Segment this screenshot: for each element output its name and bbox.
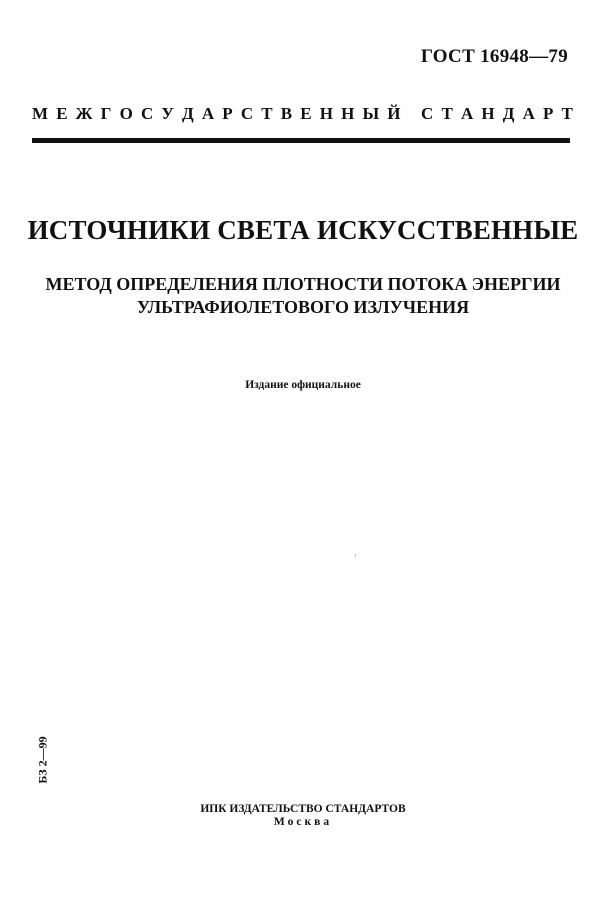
letter: Н — [319, 104, 333, 123]
letter: Ж — [75, 104, 93, 123]
publisher-city: Москва — [273, 816, 333, 828]
letter: С — [421, 104, 434, 123]
letter: Д — [182, 104, 194, 123]
letter: У — [161, 104, 174, 123]
letter: А — [522, 104, 535, 123]
document-number: ГОСТ 16948—79 — [420, 46, 568, 67]
scan-speck — [355, 554, 356, 557]
subtitle-line-1: МЕТОД ОПРЕДЕЛЕНИЯ ПЛОТНОСТИ ПОТОКА ЭНЕРГИИ — [45, 274, 561, 294]
letter: Т — [261, 104, 273, 123]
letter: А — [201, 104, 215, 123]
letter: Е — [56, 104, 68, 123]
side-code: БЗ 2—99 — [35, 736, 50, 784]
letter: Т — [441, 104, 453, 123]
letter: Р — [543, 104, 554, 123]
letter: Ы — [362, 104, 380, 123]
letter: С — [140, 104, 154, 123]
document-subtitle — [0, 273, 606, 319]
letter: Е — [300, 104, 312, 123]
letter: Н — [341, 104, 355, 123]
letter: Р — [222, 104, 233, 123]
letter: Н — [481, 104, 495, 123]
publisher-name: ИПК ИЗДАТЕЛЬСТВО СТАНДАРТОВ — [200, 803, 406, 815]
letter: С — [240, 104, 254, 123]
letter: Т — [561, 104, 573, 123]
publisher-block — [0, 803, 606, 829]
horizontal-rule — [32, 138, 570, 143]
letter: О — [119, 104, 133, 123]
letter: Г — [100, 104, 112, 123]
standard-type-heading — [32, 104, 573, 124]
letter: Д — [502, 104, 515, 123]
letter: А — [460, 104, 474, 123]
letter: М — [32, 104, 49, 123]
subtitle-line-2: УЛЬТРАФИОЛЕТОВОГО ИЗЛУЧЕНИЯ — [136, 297, 470, 317]
word-gap — [409, 104, 413, 124]
letter: Й — [387, 104, 401, 123]
edition-label: Издание официальное — [245, 379, 361, 391]
document-title: ИСТОЧНИКИ СВЕТА ИСКУССТВЕННЫЕ — [27, 215, 579, 245]
letter: В — [280, 104, 293, 123]
